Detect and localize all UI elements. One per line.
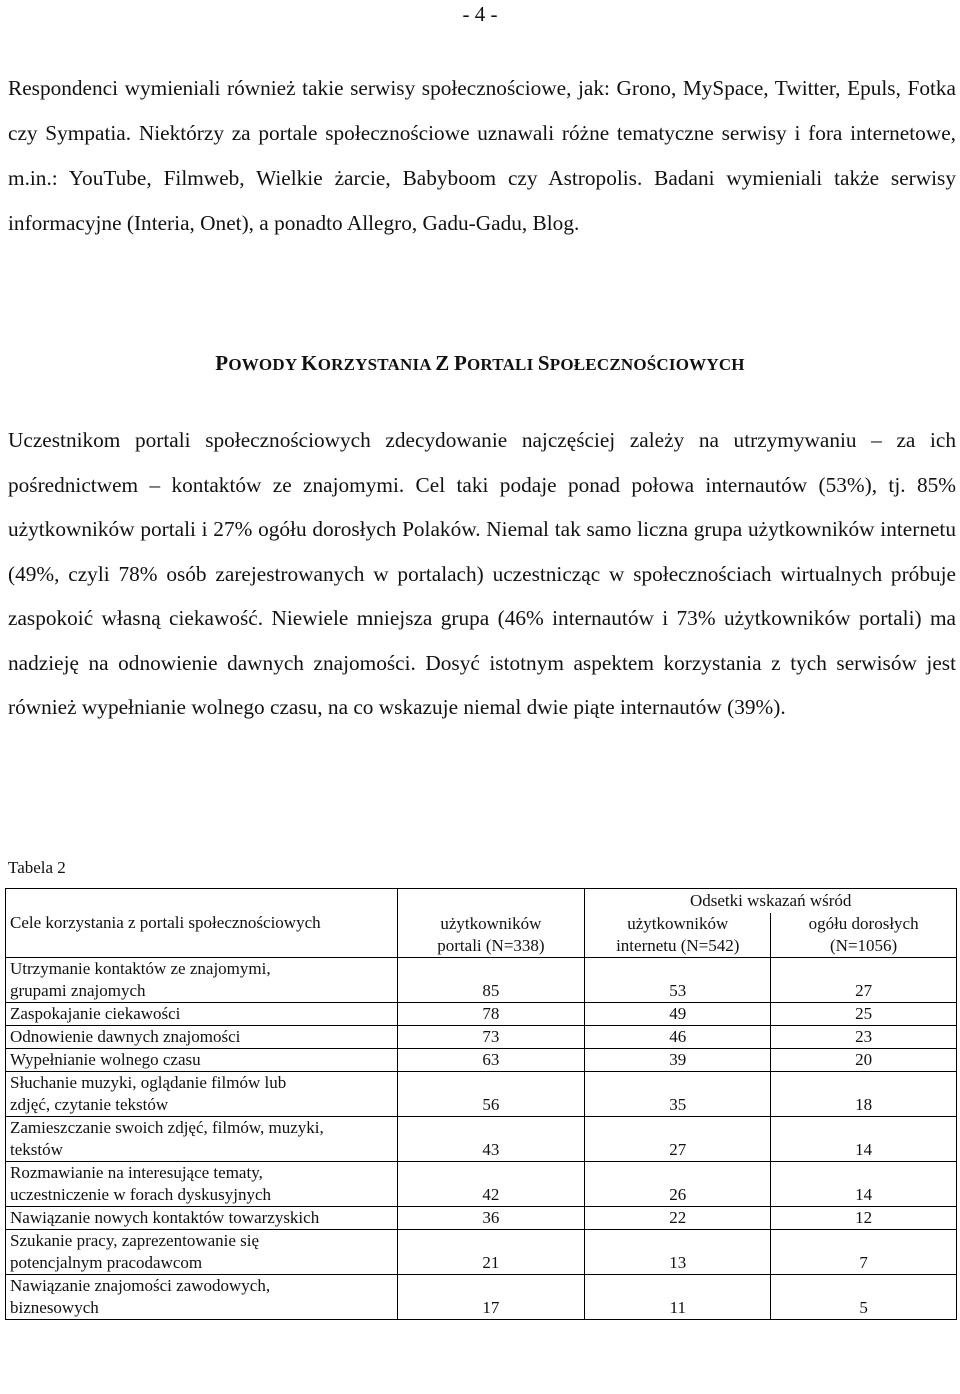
row-label-line: potencjalnym pracodawcom [10,1252,203,1272]
header-purpose: Cele korzystania z portali społecznościowych [6,889,398,958]
column-header-line: portali (N=338) [437,935,545,955]
value-cell: 14 [771,1116,957,1161]
table-row [6,1002,957,1025]
header-group-label: Odsetki wskazań wśród [585,889,957,913]
value-cell: 26 [585,1161,771,1206]
paragraph-usage-reasons: Uczestnikom portali społecznościowych zdecydowanie najczęściej zależy na utrzymywaniu – za ich pośrednictwem – kontaktów ze znajomymi. Cel taki podaje ponad połowa internautów (53%), tj. 85% użytkowników portali i 27% ogółu dorosłych Polaków. Niemal tak samo liczna grupa użytkowników internetu (49%, czyli 78% osób zarejestrowanych w portalach) uczestnicząc w społecznościach wirtualnych próbuje zaspokoić własną ciekawość. Niewiele mniejsza grupa (46% internautów i 73% użytkowników portali) ma nadzieję na odnowienie dawnych znajomości. Dosyć istotnym aspektem korzystania z tych serwisów jest również wypełnianie wolnego czasu, na co wskazuje niemal dwie piąte internautów (39%). [8,428,956,719]
row-label-line: grupami znajomych [10,980,146,1000]
row-label [6,1048,398,1071]
row-label-line: Nawiązanie nowych kontaktów towarzyskich [10,1207,320,1227]
row-label-line: Zaspokajanie ciekawości [10,1003,181,1023]
value-cell: 23 [771,1025,957,1048]
value-cell: 17 [397,1274,585,1319]
row-label [6,1274,398,1319]
value-cell: 22 [585,1206,771,1229]
value-cell: 21 [397,1229,585,1274]
value-cell: 43 [397,1116,585,1161]
row-label-line: Wypełnianie wolnego czasu [10,1049,201,1069]
table-row [6,1274,957,1319]
row-label [6,1161,398,1206]
value-cell: 27 [771,957,957,1002]
table-row [6,1071,957,1116]
value-cell: 7 [771,1229,957,1274]
value-cell: 73 [397,1025,585,1048]
value-cell: 13 [585,1229,771,1274]
value-cell: 36 [397,1206,585,1229]
value-cell: 25 [771,1002,957,1025]
table-row [6,957,957,1002]
row-label [6,957,398,1002]
row-label-line: Nawiązanie znajomości zawodowych, [10,1275,271,1295]
table-row [6,1229,957,1274]
row-label-line: biznesowych [10,1297,99,1317]
table-row [6,1161,957,1206]
table-row [6,1206,957,1229]
value-cell: 49 [585,1002,771,1025]
row-label-line: tekstów [10,1139,63,1159]
column-header-line: ogółu dorosłych [808,913,919,933]
value-cell: 53 [585,957,771,1002]
row-label-line: Szukanie pracy, zaprezentowanie się [10,1230,260,1250]
column-header-line: internetu (N=542) [616,935,740,955]
row-label-line: uczestniczenie w forach dyskusyjnych [10,1184,272,1204]
row-label [6,1025,398,1048]
row-label-line: Utrzymanie kontaktów ze znajomymi, [10,958,271,978]
row-label [6,1229,398,1274]
section-heading: POWODY KORZYSTANIA Z PORTALI SPOŁECZNOŚCIOWYCH [215,351,745,375]
row-label [6,1002,398,1025]
table-row [6,1048,957,1071]
row-label [6,1116,398,1161]
header-blank-cell [397,889,585,913]
value-cell: 14 [771,1161,957,1206]
column-header-line: użytkowników [627,913,729,933]
value-cell: 39 [585,1048,771,1071]
value-cell: 78 [397,1002,585,1025]
paragraph-social-services: Respondenci wymieniali również takie serwisy społecznościowe, jak: Grono, MySpace, Twitter, Epuls, Fotka czy Sympatia. Niektórzy za portale społecznościowe uznawali różne tematyczne serwisy i fora internetowe, m.in.: YouTube, Filmweb, Wielkie żarcie, Babyboom czy Astropolis. Badani wymieniali także serwisy informacyjne (Interia, Onet), a ponadto Allegro, Gadu-Gadu, Blog. [8,76,956,235]
row-label-line: zdjęć, czytanie tekstów [10,1094,169,1114]
column-header-line: użytkowników [440,913,542,933]
column-header [771,913,957,958]
table-row [6,1116,957,1161]
value-cell: 5 [771,1274,957,1319]
table-row [6,1025,957,1048]
page-number: - 4 - [462,2,498,26]
value-cell: 35 [585,1071,771,1116]
purposes-table [5,888,957,1320]
value-cell: 27 [585,1116,771,1161]
row-label-line: Słuchanie muzyki, oglądanie filmów lub [10,1072,287,1092]
row-label-line: Zamieszczanie swoich zdjęć, filmów, muzyki, [10,1117,324,1137]
row-label-line: Odnowienie dawnych znajomości [10,1026,241,1046]
table-header-row [6,889,957,913]
value-cell: 85 [397,957,585,1002]
value-cell: 12 [771,1206,957,1229]
value-cell: 42 [397,1161,585,1206]
value-cell: 20 [771,1048,957,1071]
table-caption: Tabela 2 [8,858,66,877]
value-cell: 18 [771,1071,957,1116]
value-cell: 63 [397,1048,585,1071]
row-label [6,1071,398,1116]
column-header [397,913,585,958]
column-header [585,913,771,958]
value-cell: 11 [585,1274,771,1319]
column-header-line: (N=1056) [830,935,898,955]
value-cell: 56 [397,1071,585,1116]
row-label-line: Rozmawianie na interesujące tematy, [10,1162,263,1182]
row-label [6,1206,398,1229]
value-cell: 46 [585,1025,771,1048]
